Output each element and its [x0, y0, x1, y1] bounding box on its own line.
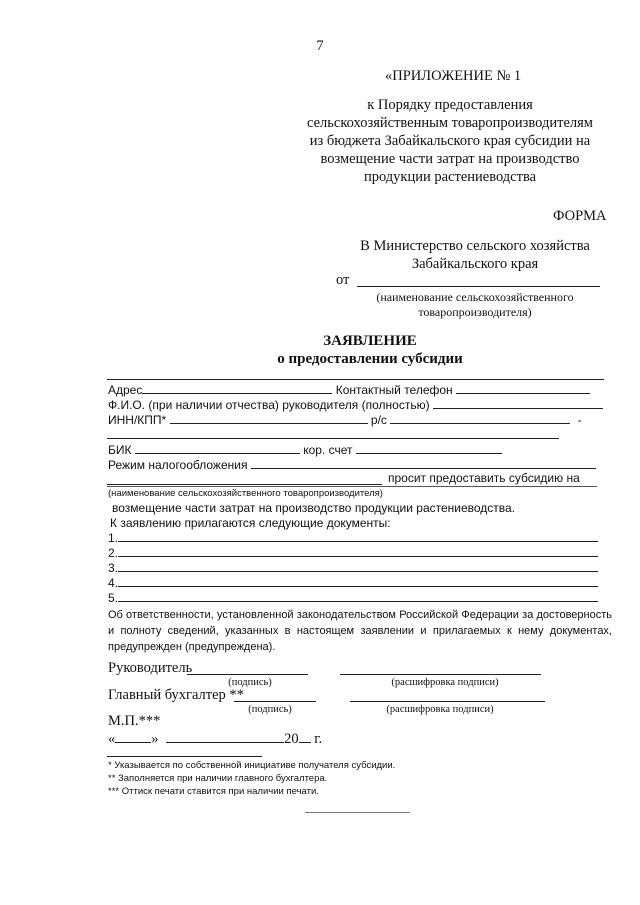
document-field[interactable] [118, 560, 598, 572]
request-underline [107, 486, 597, 487]
phone-label: Контактный телефон [335, 383, 453, 397]
date-open-quote: « [108, 731, 116, 747]
account-field[interactable] [390, 412, 570, 424]
document-field[interactable] [118, 545, 598, 557]
year-prefix: 20 [284, 731, 299, 747]
month-field[interactable] [166, 731, 284, 743]
footnote: *** Оттиск печати ставится при наличии печати. [108, 786, 319, 797]
corr-label: кор. счет [303, 443, 353, 457]
document-item: 1. [108, 530, 598, 545]
date-close-quote: » [151, 731, 159, 747]
document-field[interactable] [118, 575, 598, 587]
address-row [108, 382, 590, 397]
purpose-text: возмещение части затрат на производство продукции растениеводства. [112, 501, 516, 515]
phone-field[interactable] [456, 382, 590, 394]
account-dash: - [577, 413, 582, 427]
appendix-line: возмещение части затрат на производство [320, 151, 580, 167]
from-hint: товаропроизводителя) [418, 305, 532, 319]
decoding-hint: (расшифровка подписи) [386, 704, 494, 715]
director-label: Ф.И.О. (при наличии отчества) руководителя (полностью) [108, 398, 430, 412]
inn-row [108, 412, 582, 427]
footnote: * Указывается по собственной инициативе получателя субсидии. [108, 760, 396, 771]
document-field[interactable] [118, 590, 598, 602]
head-decoding-field[interactable] [340, 674, 541, 675]
tax-field[interactable] [251, 457, 596, 469]
recipient-line: В Министерство сельского хозяйства [360, 238, 590, 254]
producer-hint: (наименование сельскохозяйственного товаропроизводителя) [108, 488, 383, 499]
inn-field[interactable] [170, 412, 368, 424]
bik-field[interactable] [135, 442, 300, 454]
signature-hint: (подпись) [248, 704, 292, 715]
document-item: 3. [108, 560, 598, 575]
request-text: просит предоставить субсидию на [388, 471, 580, 485]
appendix-line: к Порядку предоставления [367, 97, 533, 113]
appendix-title: «ПРИЛОЖЕНИЕ № 1 [385, 68, 522, 84]
document-item: 4. [108, 575, 598, 590]
bik-row [108, 442, 502, 457]
address-label: Адрес [108, 383, 143, 397]
accountant-label: Главный бухгалтер ** [108, 687, 244, 703]
head-signature-field[interactable] [187, 674, 308, 675]
from-field-line[interactable] [357, 286, 600, 287]
accountant-decoding-field[interactable] [350, 701, 545, 702]
year-field[interactable] [299, 731, 311, 743]
producer-name-line[interactable] [107, 484, 382, 485]
accountant-signature-field[interactable] [234, 701, 316, 702]
stamp-label: М.П.*** [108, 713, 161, 729]
responsibility-text: Об ответственности, установленной законодательством Российской Федерации за достоверность и полноту сведений, указанных в настоящем заявлении и прилагаемых к нему документах, предупрежден (предупреждена). [108, 609, 612, 653]
decoding-hint: (расшифровка подписи) [391, 677, 499, 688]
day-field[interactable] [115, 731, 151, 743]
bottom-separator [305, 812, 410, 813]
footnote: ** Заполняется при наличии главного бухгалтера. [108, 773, 328, 784]
statement-title: ЗАЯВЛЕНИЕ [323, 333, 417, 349]
appendix-line: сельскохозяйственным товаропроизводителям [307, 115, 593, 131]
director-field[interactable] [433, 397, 603, 409]
from-label: от [336, 272, 350, 288]
attached-text: К заявлению прилагаются следующие документы: [110, 516, 391, 530]
footnote-separator [107, 756, 262, 757]
tax-row [108, 457, 596, 472]
head-label: Руководитель [108, 660, 193, 676]
bik-label: БИК [108, 443, 132, 457]
header-line [107, 379, 604, 380]
statement-subtitle: о предоставлении субсидии [277, 351, 463, 367]
tax-label: Режим налогообложения [108, 458, 248, 472]
recipient-line: Забайкальского края [411, 256, 539, 272]
account-label: р/с [370, 413, 387, 427]
document-field[interactable] [118, 530, 598, 542]
corr-field[interactable] [356, 442, 502, 454]
director-row [108, 397, 603, 412]
year-suffix: г. [314, 731, 323, 747]
account-continuation-line[interactable] [107, 438, 559, 439]
from-hint: (наименование сельскохозяйственного [376, 290, 574, 304]
form-label: ФОРМА [553, 208, 607, 224]
document-item: 5. [108, 590, 598, 605]
document-item: 2. [108, 545, 598, 560]
date-row [108, 731, 322, 748]
appendix-line: из бюджета Забайкальского края субсидии на [309, 133, 591, 149]
inn-label: ИНН/КПП* [108, 413, 167, 427]
appendix-line: продукции растениеводства [363, 169, 537, 185]
signature-hint: (подпись) [228, 677, 272, 688]
address-field[interactable] [142, 382, 332, 394]
page-number: 7 [316, 38, 324, 54]
